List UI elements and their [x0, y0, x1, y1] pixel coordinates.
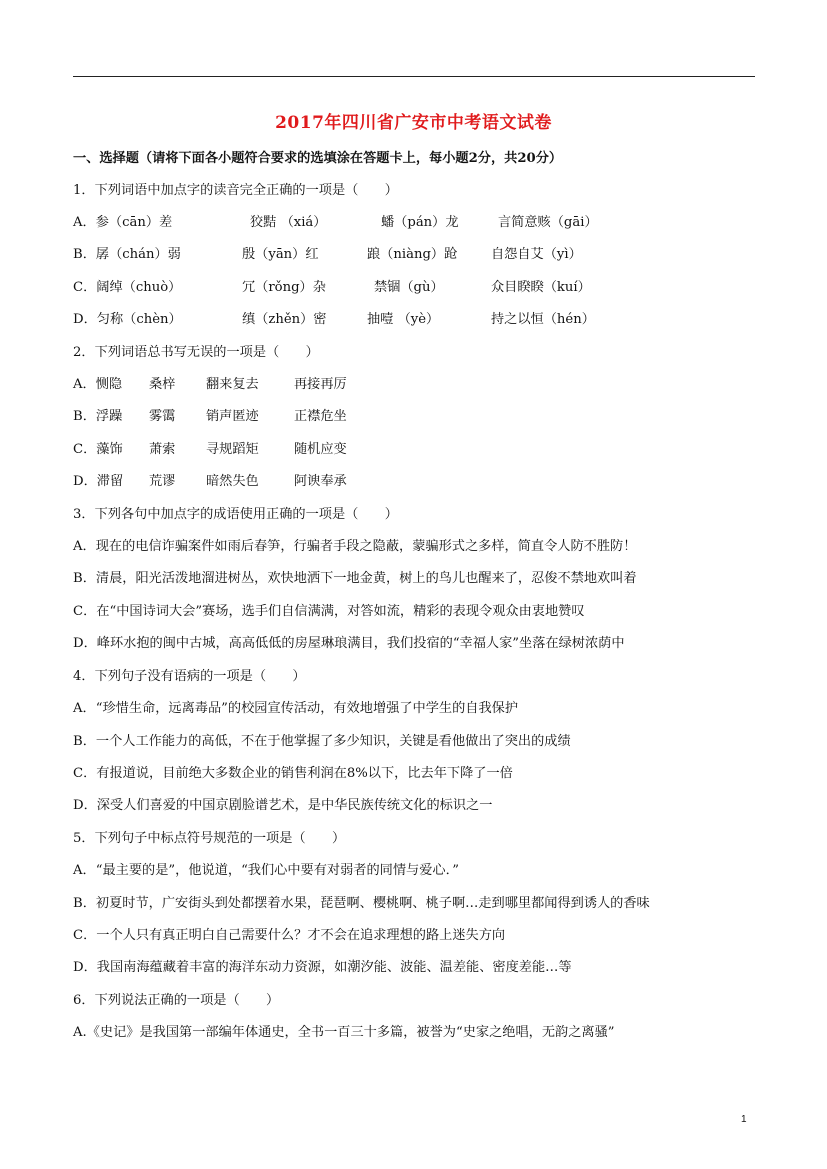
q2-d-4: 阿谀奉承 [294, 474, 347, 489]
q1-row-c [0, 279, 827, 297]
q1-d-4: 持之以恒（hén） [491, 312, 595, 327]
q3-option-d: D．峰环水抱的闽中古城，高高低低的房屋琳琅满目，我们投宿的“幸福人家”坐落在绿树浓荫中 [73, 636, 625, 651]
q3-option-b: B．清晨，阳光活泼地溜进树丛，欢快地洒下一地金黄，树上的鸟儿也醒来了，忍俊不禁地欢叫着 [73, 571, 637, 586]
q2-row-a [0, 376, 827, 394]
q2-stem: 2．下列词语总书写无误的一项是（ ） [73, 345, 319, 360]
q1-c-1: C．阔绰（chuò） [73, 280, 182, 295]
q2-a-3: 翻来复去 [206, 377, 259, 392]
q1-stem: 1．下列词语中加点字的读音完全正确的一项是（ ） [73, 183, 398, 198]
q2-c-4: 随机应变 [294, 442, 347, 457]
section-heading: 一、选择题（请将下面各小题符合要求的选填涂在答题卡上，每小题2分，共20分） [73, 151, 563, 166]
q1-b-1: B．孱（chán）弱 [73, 247, 181, 262]
q1-a-3: 蟠（pán）龙 [381, 215, 459, 230]
q1-d-2: 缜（zhěn）密 [242, 312, 327, 327]
q2-c-3: 寻规蹈矩 [206, 442, 259, 457]
q5-stem: 5．下列句子中标点符号规范的一项是（ ） [73, 831, 346, 846]
q2-b-3: 销声匿迹 [206, 409, 259, 424]
q1-a-1: A．参（cān）差 [73, 215, 173, 230]
q1-row-d [0, 311, 827, 329]
q1-c-3: 禁锢（gù） [374, 280, 444, 295]
q1-c-2: 冗（rǒng）杂 [242, 280, 326, 295]
exam-title: 2017年四川省广安市中考语文试卷 [275, 113, 552, 133]
q3-stem: 3．下列各句中加点字的成语使用正确的一项是（ ） [73, 507, 398, 522]
q3-option-a: A．现在的电信诈骗案件如雨后春笋，行骗者手段之隐蔽，蒙骗形式之多样，简直令人防不胜防！ [73, 539, 637, 554]
q4-option-b: B．一个人工作能力的高低，不在于他掌握了多少知识，关键是看他做出了突出的成绩 [73, 734, 571, 749]
q4-option-a: A．“珍惜生命，远离毒品”的校园宣传活动，有效地增强了中学生的自我保护 [73, 701, 519, 716]
q2-b-2: 雾霭 [149, 409, 176, 424]
q2-d-2: 荒谬 [149, 474, 176, 489]
q1-d-1: D．匀称（chèn） [73, 312, 182, 327]
q1-d-3: 抽噎 （yè） [367, 312, 440, 327]
q1-c-4: 众目睽睽（kuí） [491, 280, 591, 295]
q5-option-a: A．“最主要的是”，他说道，“我们心中要有对弱者的同情与爱心．” [73, 863, 459, 878]
q5-option-c: C．一个人只有真正明白自己需要什么？才不会在追求理想的路上迷失方向 [73, 928, 506, 943]
q1-a-4: 言简意赅（gāi） [498, 215, 598, 230]
q4-stem: 4．下列句子没有语病的一项是（ ） [73, 669, 306, 684]
q2-b-1: B．浮躁 [73, 409, 123, 424]
header-rule [73, 76, 755, 77]
q4-option-c: C．有报道说，目前绝大多数企业的销售利润在8%以下，比去年下降了一倍 [73, 766, 513, 781]
page-number: 1 [741, 1114, 747, 1125]
q2-a-2: 桑梓 [149, 377, 176, 392]
q6-stem: 6．下列说法正确的一项是（ ） [73, 993, 280, 1008]
q1-row-b [0, 246, 827, 264]
q1-b-3: 踉（niàng）跄 [367, 247, 458, 262]
q3-option-c: C．在“中国诗词大会”赛场，选手们自信满满，对答如流，精彩的表现令观众由衷地赞叹 [73, 604, 585, 619]
q1-b-2: 殷（yān）红 [242, 247, 319, 262]
q1-row-a [0, 214, 827, 232]
q5-option-b: B．初夏时节，广安街头到处都摆着水果，琵琶啊、樱桃啊、桃子啊…走到哪里都闻得到诱人的香味 [73, 896, 650, 911]
q4-option-d: D．深受人们喜爱的中国京剧脸谱艺术，是中华民族传统文化的标识之一 [73, 798, 493, 813]
q2-row-b [0, 408, 827, 426]
q2-d-1: D．滞留 [73, 474, 124, 489]
q2-row-c [0, 441, 827, 459]
q2-b-4: 正襟危坐 [294, 409, 347, 424]
q2-a-1: A．恻隐 [73, 377, 123, 392]
q2-c-1: C．藻饰 [73, 442, 123, 457]
q2-row-d [0, 473, 827, 491]
q2-a-4: 再接再厉 [294, 377, 347, 392]
q2-d-3: 暗然失色 [206, 474, 259, 489]
q1-b-4: 自怨自艾（yì） [491, 247, 582, 262]
q2-c-2: 萧索 [149, 442, 176, 457]
q5-option-d: D．我国南海蕴藏着丰富的海洋东动力资源，如潮汐能、波能、温差能、密度差能…等 [73, 960, 572, 975]
q1-a-2: 狡黠 （xiá） [250, 215, 327, 230]
q6-option-a: A.《史记》是我国第一部编年体通史，全书一百三十多篇，被誉为“史家之绝唱，无韵之离骚” [73, 1025, 615, 1040]
